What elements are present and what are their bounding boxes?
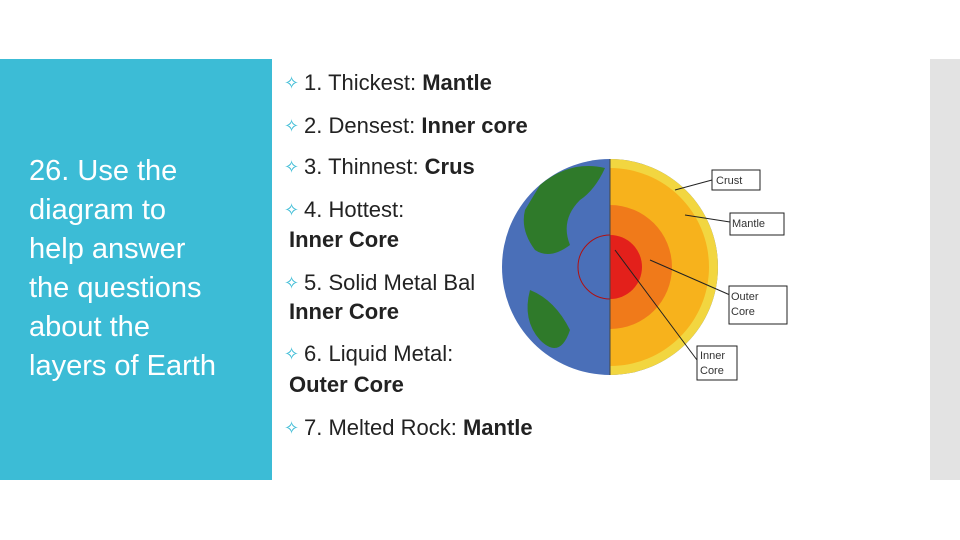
bullet-marker-icon: ✧	[284, 116, 300, 136]
crust-label: Crust	[716, 175, 743, 187]
bullet-marker-icon: ✧	[284, 344, 300, 364]
bullet-4-answer: Inner Core	[289, 227, 400, 252]
bullet-7	[284, 413, 533, 443]
bullet-answer: Crus	[424, 154, 475, 179]
bullet-label: 3. Thinnest:	[304, 154, 425, 179]
inner-core-label-line2: Core	[700, 365, 724, 377]
bullet-marker-icon: ✧	[284, 157, 300, 177]
outer-core-label-line1: Outer	[731, 291, 759, 303]
right-side-strip	[930, 59, 960, 480]
bullet-5-answer: Inner Core	[289, 299, 400, 324]
inner-core-label-line1: Inner	[700, 350, 726, 362]
bullet-marker-icon: ✧	[284, 200, 300, 220]
bullet-label: 7. Melted Rock:	[304, 415, 463, 440]
bullet-4	[284, 195, 404, 225]
slide-title: 26. Use the diagram to help answer the questions about the layers of Earth	[29, 155, 216, 382]
bullet-label: 1. Thickest:	[304, 70, 423, 95]
bullet-answer: Inner core	[421, 113, 528, 138]
bullet-answer: Mantle	[422, 70, 492, 95]
bullet-label: 2. Densest:	[304, 113, 422, 138]
bullet-marker-icon: ✧	[284, 73, 300, 93]
bullet-label: 4. Hottest:	[304, 197, 405, 222]
bullet-1	[284, 68, 492, 98]
bullet-answer: Mantle	[462, 415, 533, 440]
bullet-2	[284, 111, 528, 141]
bullet-6	[284, 339, 453, 369]
mantle-label: Mantle	[732, 218, 766, 230]
bullet-marker-icon: ✧	[284, 418, 300, 438]
bullet-5	[284, 268, 475, 298]
bullet-3	[284, 152, 475, 182]
bullet-marker-icon: ✧	[284, 273, 300, 293]
bullet-6-answer: Outer Core	[289, 372, 404, 397]
bullet-label: 5. Solid Metal Bal	[304, 270, 476, 295]
earth-layers-diagram	[500, 150, 800, 390]
outer-core-label-line2: Core	[731, 306, 755, 318]
bullet-label: 6. Liquid Metal:	[304, 341, 454, 366]
